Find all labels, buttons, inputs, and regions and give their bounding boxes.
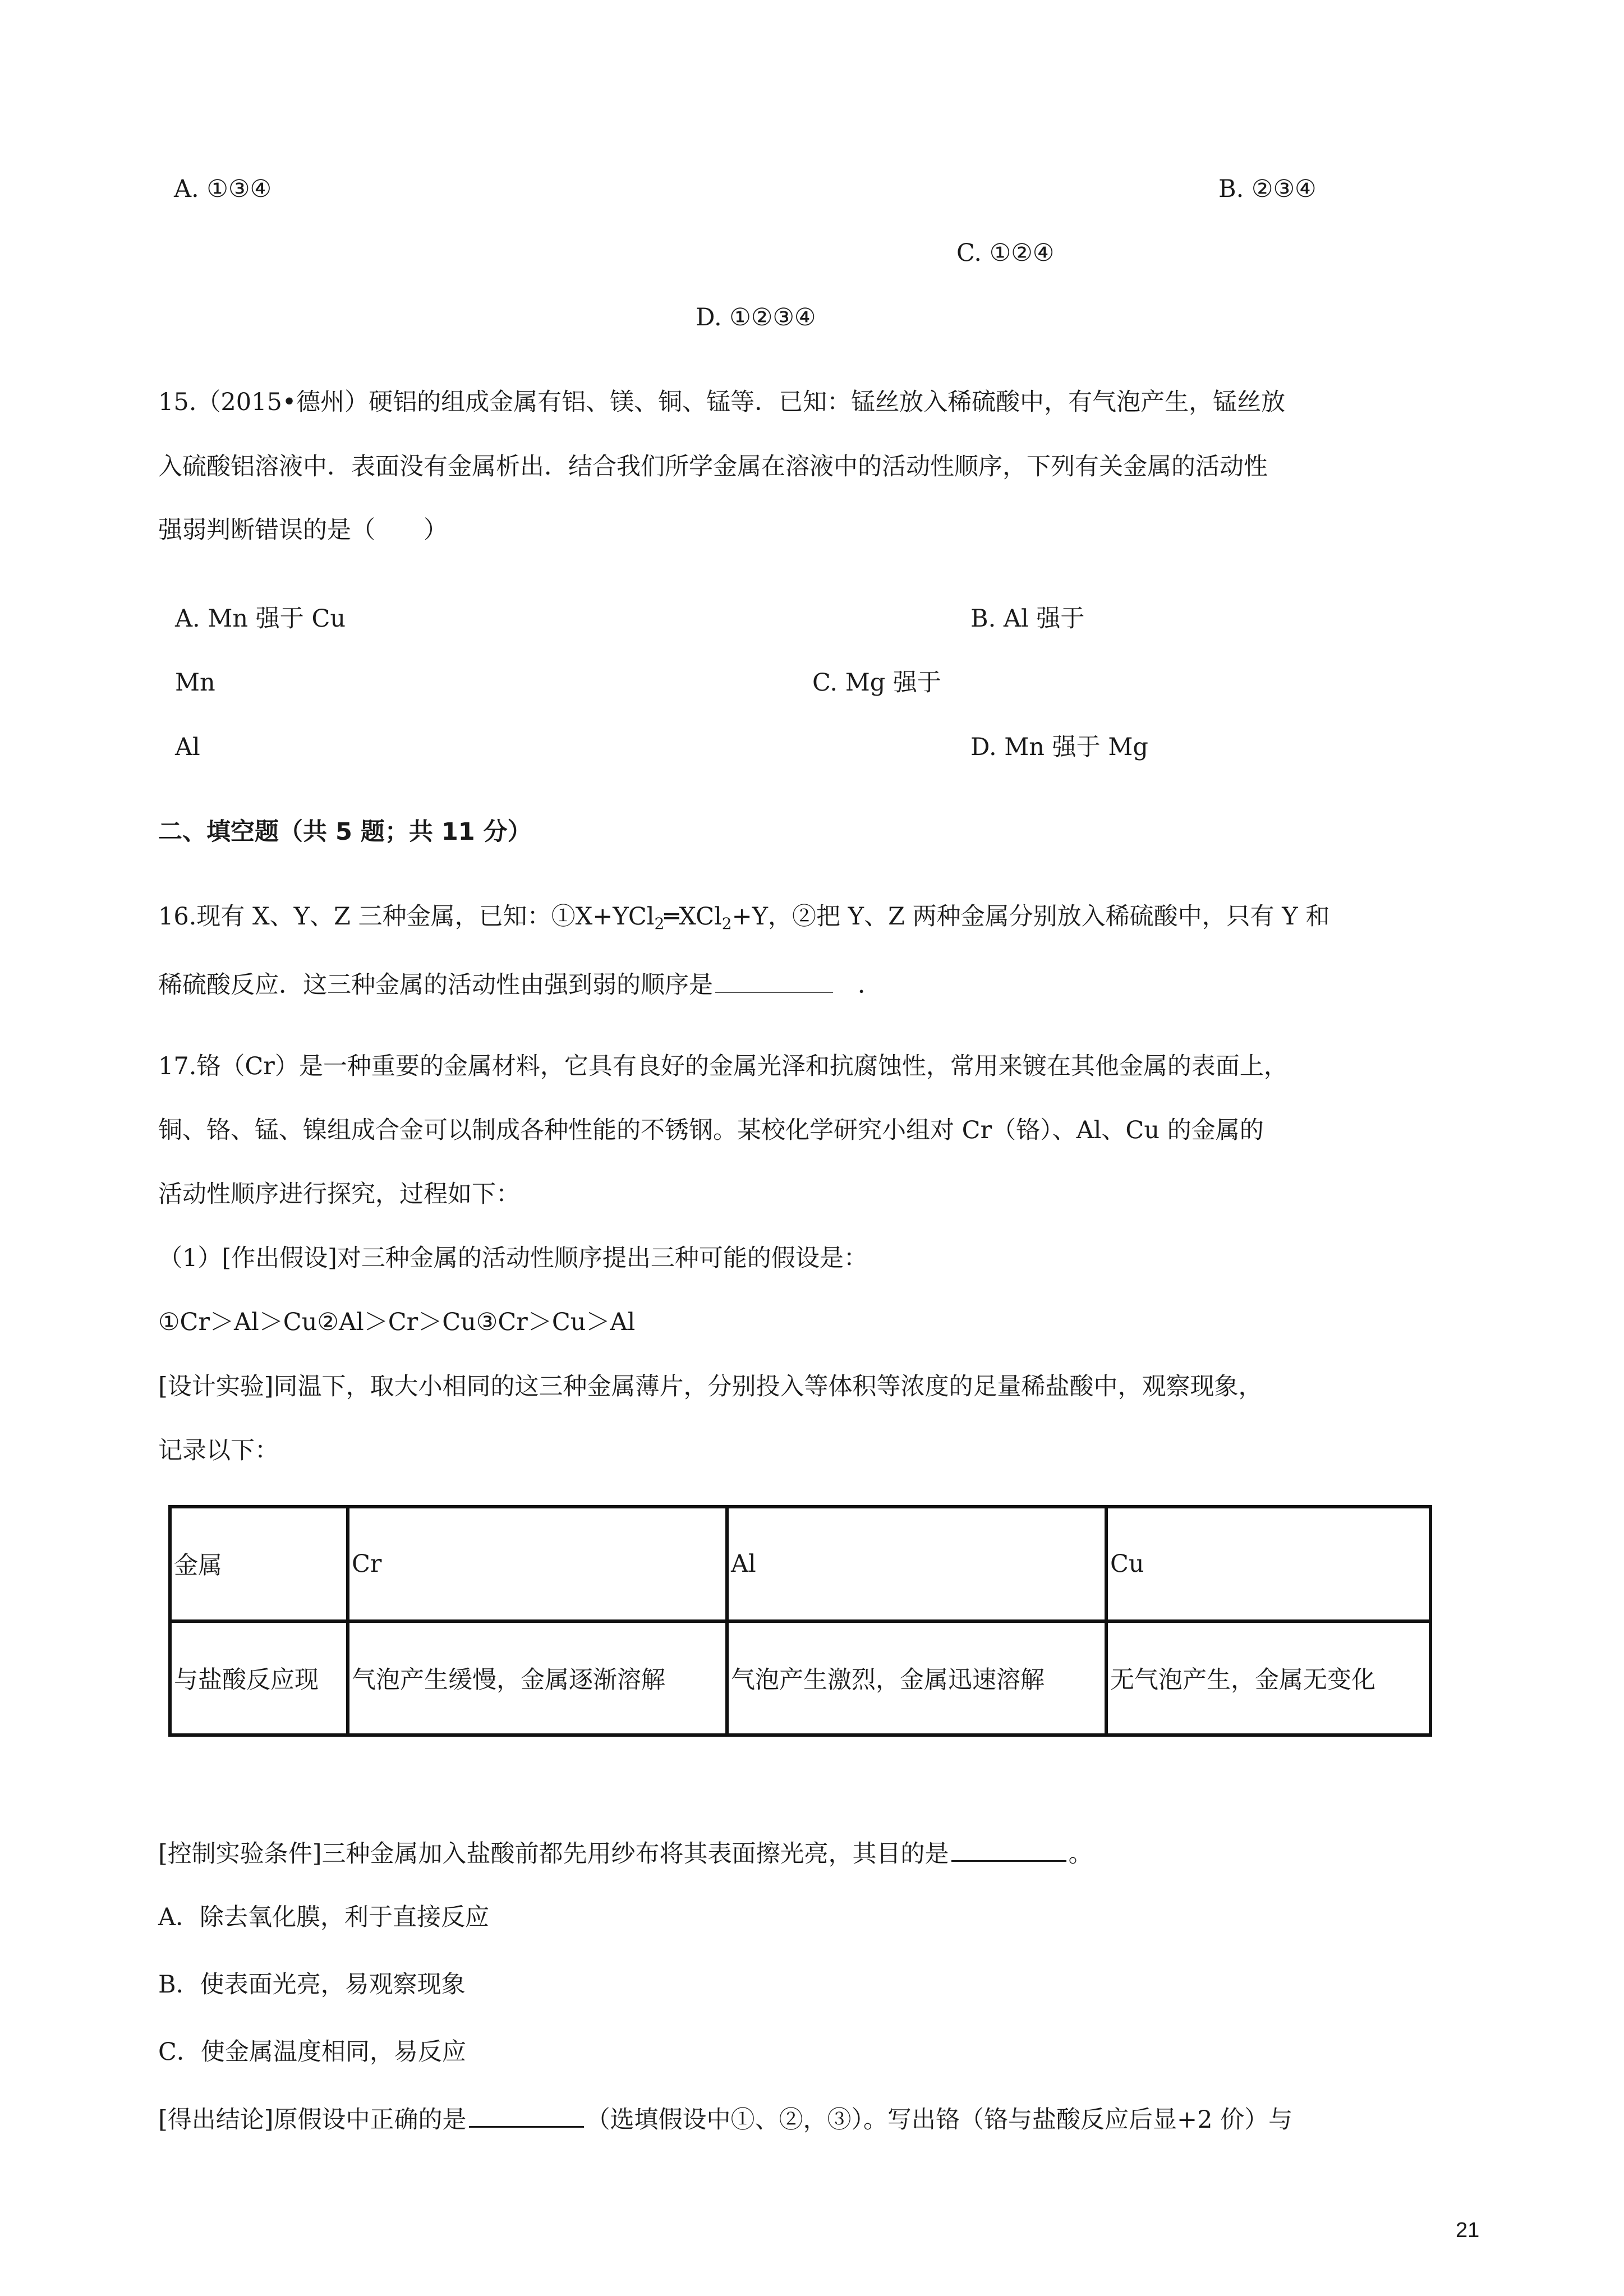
q16-text-line2: 稀硫酸反应．这三种金属的活动性由强到弱的顺序是 (158, 971, 713, 999)
table-row (170, 1621, 1430, 1736)
q15-option-b: B. Al 强于 (970, 605, 1085, 633)
q17-conclusion-rest: （选填假设中①、②，③）。写出铬（铬与盐酸反应后显+2 价）与 (586, 2106, 1293, 2134)
q17-purpose-blank[interactable] (951, 1838, 1066, 1862)
q14-option-a: A. ①③④ (174, 175, 272, 203)
q17-option-c: C．使金属温度相同，易反应 (158, 2038, 466, 2066)
results-table (168, 1505, 1432, 1737)
q17-conclusion-line (158, 2104, 1292, 2132)
q15-option-c-cont: Al (175, 733, 200, 761)
q17-stem-line1: 17.铬（Cr）是一种重要的金属材料，它具有良好的金属光泽和抗腐蚀性，常用来镀在其他金属的表面上， (158, 1052, 1288, 1080)
q16-text-c: +Y，②把 Y、Z 两种金属分别放入稀硫酸中，只有 Y 和 (732, 903, 1330, 931)
section-heading: 二、填空题（共 5 题；共 11 分） (158, 818, 532, 846)
q16-text-a: 16.现有 X、Y、Z 三种金属，已知：①X+YCl (158, 903, 655, 931)
q17-stem-line3: 活动性顺序进行探究，过程如下： (158, 1180, 520, 1208)
q17-conclusion-text: [得出结论]原假设中正确的是 (158, 2106, 467, 2134)
q16-sub1: 2 (654, 914, 665, 933)
table-header-cell: Al (727, 1507, 1106, 1621)
table-header-cell: Cu (1106, 1507, 1430, 1621)
q15-option-c: C. Mg 强于 (812, 669, 941, 697)
q15-stem-line3: 强弱判断错误的是（ ） (158, 516, 448, 544)
q17-stem-line2: 铜、铬、锰、镍组成合金可以制成各种性能的不锈钢。某校化学研究小组对 Cr（铬）、Al、Cu 的金属的 (158, 1116, 1264, 1144)
q15-stem-line1: 15.（2015•德州）硬铝的组成金属有铝、镁、铜、锰等．已知：锰丝放入稀硫酸中，有气泡产生，锰丝放 (158, 388, 1286, 416)
q17-conclusion-blank[interactable] (469, 2104, 584, 2128)
q15-option-d: D. Mn 强于 Mg (970, 733, 1148, 761)
table-header-row (170, 1507, 1430, 1621)
q14-option-b: B. ②③④ (1218, 175, 1317, 203)
page-number: 21 (1456, 2219, 1480, 2242)
q16-sub2: 2 (721, 914, 732, 933)
q17-hypotheses: ①Cr＞Al＞Cu②Al＞Cr＞Cu③Cr＞Cu＞Al (158, 1308, 636, 1336)
q16-text-b: ═XCl (664, 903, 722, 931)
table-cell: 与盐酸反应现 (170, 1621, 348, 1736)
q17-design-line1: [设计实验]同温下，取大小相同的这三种金属薄片，分别投入等体积等浓度的足量稀盐酸中，观察现象， (158, 1373, 1263, 1401)
table-header-cell: 金属 (170, 1507, 348, 1621)
q17-option-b: B．使表面光亮，易观察现象 (158, 1971, 466, 1999)
q17-design-line2: 记录以下： (158, 1437, 279, 1465)
q14-option-d: D. ①②③④ (696, 303, 816, 332)
q16-period: ． (858, 971, 882, 999)
table-header-cell: Cr (348, 1507, 727, 1621)
q17-control-text: [控制实验条件]三种金属加入盐酸前都先用纱布将其表面擦光亮，其目的是 (158, 1840, 949, 1868)
table-cell: 气泡产生激烈，金属迅速溶解 (727, 1621, 1106, 1736)
q15-option-a: A. Mn 强于 Cu (175, 605, 346, 633)
q16-stem-line2 (158, 969, 882, 997)
q16-answer-blank[interactable] (715, 969, 833, 993)
q17-hypothesis-intro: （1）[作出假设]对三种金属的活动性顺序提出三种可能的假设是： (158, 1244, 868, 1272)
table-cell: 无气泡产生，金属无变化 (1106, 1621, 1430, 1736)
q17-control-end: 。 (1068, 1840, 1093, 1868)
q14-option-c: C. ①②④ (956, 239, 1055, 267)
q17-option-a: A．除去氧化膜，利于直接反应 (158, 1903, 490, 1931)
q16-stem-line1 (158, 905, 1329, 932)
q15-stem-line2: 入硫酸铝溶液中．表面没有金属析出．结合我们所学金属在溶液中的活动性顺序，下列有关金属的活动性 (158, 453, 1268, 481)
q15-option-b-cont: Mn (175, 669, 215, 697)
q17-control-line (158, 1838, 1093, 1866)
table-cell: 气泡产生缓慢，金属逐渐溶解 (348, 1621, 727, 1736)
